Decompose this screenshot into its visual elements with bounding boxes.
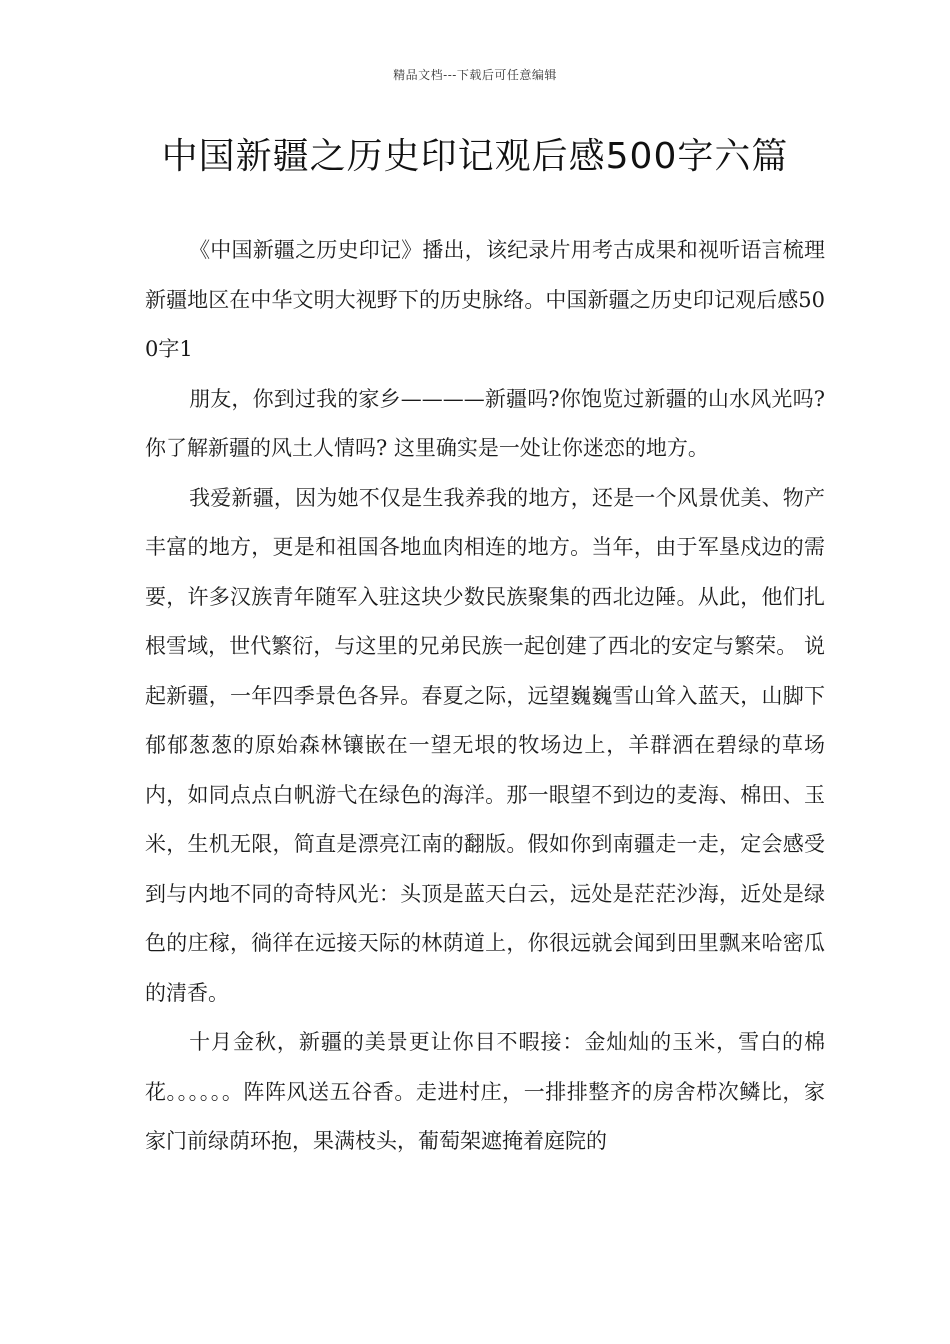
document-title: 中国新疆之历史印记观后感500字六篇 <box>161 136 789 177</box>
paragraph-autumn: 十月金秋，新疆的美景更让你目不暇接：金灿灿的玉米，雪白的棉花。。。。。。阵阵风送五谷香。走进村庄，一排排整齐的房舍栉次鳞比，家家门前绿荫环抱，果满枝头，葡萄架遮掩着庭院的 <box>145 1030 825 1153</box>
paragraph-friend: 朋友，你到过我的家乡————新疆吗?你饱览过新疆的山水风光吗?你了解新疆的风土人情吗? 这里确实是一处让你迷恋的地方。 <box>145 386 825 460</box>
paragraph-intro: 《中国新疆之历史印记》播出，该纪录片用考古成果和视听语言梳理新疆地区在中华文明大视野下的历史脉络。中国新疆之历史印记观后感500字1 <box>145 238 825 361</box>
paragraph-love-xinjiang: 我爱新疆，因为她不仅是生我养我的地方，还是一个风景优美、物产丰富的地方，更是和祖国各地血肉相连的地方。当年，由于军垦戍边的需要，许多汉族青年随军入驻这块少数民族聚集的西北边陲。从此，他们扎根雪域，世代繁衍，与这里的兄弟民族一起创建了西北的安定与繁荣。 说起新疆，一年四季景色各异。春夏之际，远望巍巍雪山耸入蓝天，山脚下郁郁葱葱的原始森林镶嵌在一望无垠的牧场边上，羊群洒在碧绿的草场内，如同点点白帆游弋在绿色的海洋。那一眼望不到边的麦海、棉田、玉米，生机无限，简直是漂亮江南的翻版。假如你到南疆走一走，定会感受到与内地不同的奇特风光：头顶是蓝天白云，远处是茫茫沙海，近处是绿色的庄稼，徜徉在远接天际的林荫道上，你很远就会闻到田里飘来哈密瓜的清香。 <box>145 485 825 1005</box>
header-note: 精品文档---下载后可任意编辑 <box>393 68 557 82</box>
document-body <box>145 226 825 1167</box>
